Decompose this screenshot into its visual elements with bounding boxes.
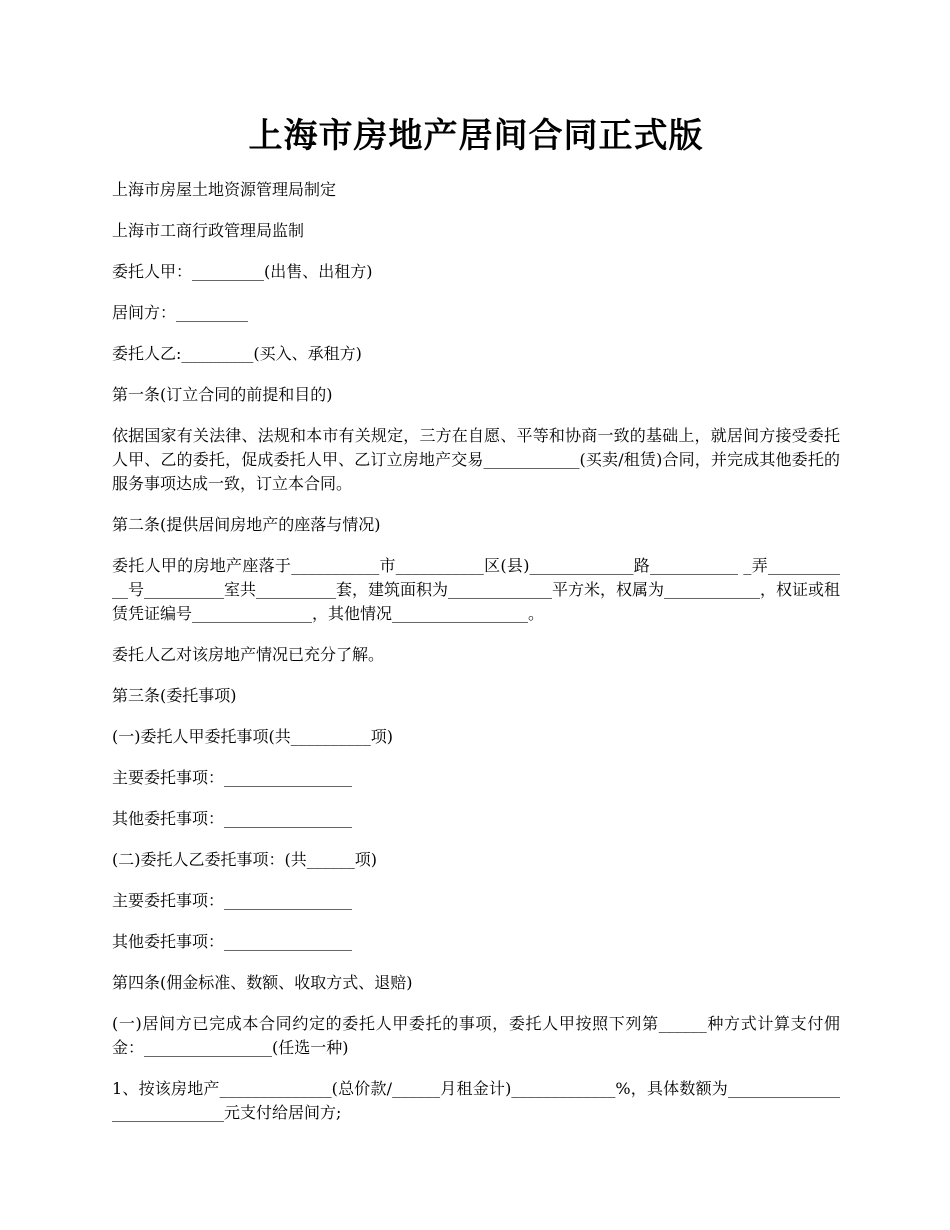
article-2-heading: 第二条(提供居间房地产的座落与情况)	[112, 515, 381, 534]
party-b-main-items: 主要委托事项：________________	[112, 891, 353, 910]
issuer-line: 上海市房屋土地资源管理局制定	[112, 180, 337, 199]
commission-method: (一)居间方已完成本合同约定的委托人甲委托的事项，委托人甲按照下列第______种方式计算支付佣金：________________(任选一种)	[112, 1014, 840, 1057]
intermediary-line: 居间方：_________	[112, 303, 249, 322]
party-a-items-heading: (一)委托人甲委托事项(共__________项)	[112, 727, 393, 746]
article-1-body: 依据国家有关法律、法规和本市有关规定，三方在自愿、平等和协商一致的基础上，就居间方接受委托人甲、乙的委托，促成委托人甲、乙订立房地产交易____________(买卖/租赁)合同，并完成其他委托的服务事项达成一致，订立本合同。	[112, 426, 840, 493]
document-title: 上海市房地产居间合同正式版	[248, 116, 704, 156]
party-a-line: 委托人甲：_________(出售、出租方)	[112, 262, 373, 281]
article-2-note: 委托人乙对该房地产情况已充分了解。	[112, 645, 385, 664]
article-2-body: 委托人甲的房地产座落于___________市___________区(县)_____________路___________ _弄___________号__________室共__________套，建筑面积为_____________平方米，权属为____________，权证或租赁凭证编号_______________，其他情况_________________。	[112, 556, 841, 623]
party-a-main-items: 主要委托事项：________________	[112, 768, 353, 787]
party-b-items-heading: (二)委托人乙委托事项：(共______项)	[112, 850, 377, 869]
document-page	[112, 112, 840, 1142]
article-3-heading: 第三条(委托事项)	[112, 686, 237, 705]
party-b-other-items: 其他委托事项：________________	[112, 932, 353, 951]
party-b-line: 委托人乙:_________(买入、承租方)	[112, 344, 362, 363]
commission-option-1: 1、按该房地产______________(总价款/______月租金计)_____________%，具体数额为____________________________元支付给居间方;	[112, 1079, 840, 1122]
article-4-heading: 第四条(佣金标准、数额、收取方式、退赔)	[112, 973, 413, 992]
article-1-heading: 第一条(订立合同的前提和目的)	[112, 385, 333, 404]
supervisor-line: 上海市工商行政管理局监制	[112, 221, 305, 240]
party-a-other-items: 其他委托事项：________________	[112, 809, 353, 828]
